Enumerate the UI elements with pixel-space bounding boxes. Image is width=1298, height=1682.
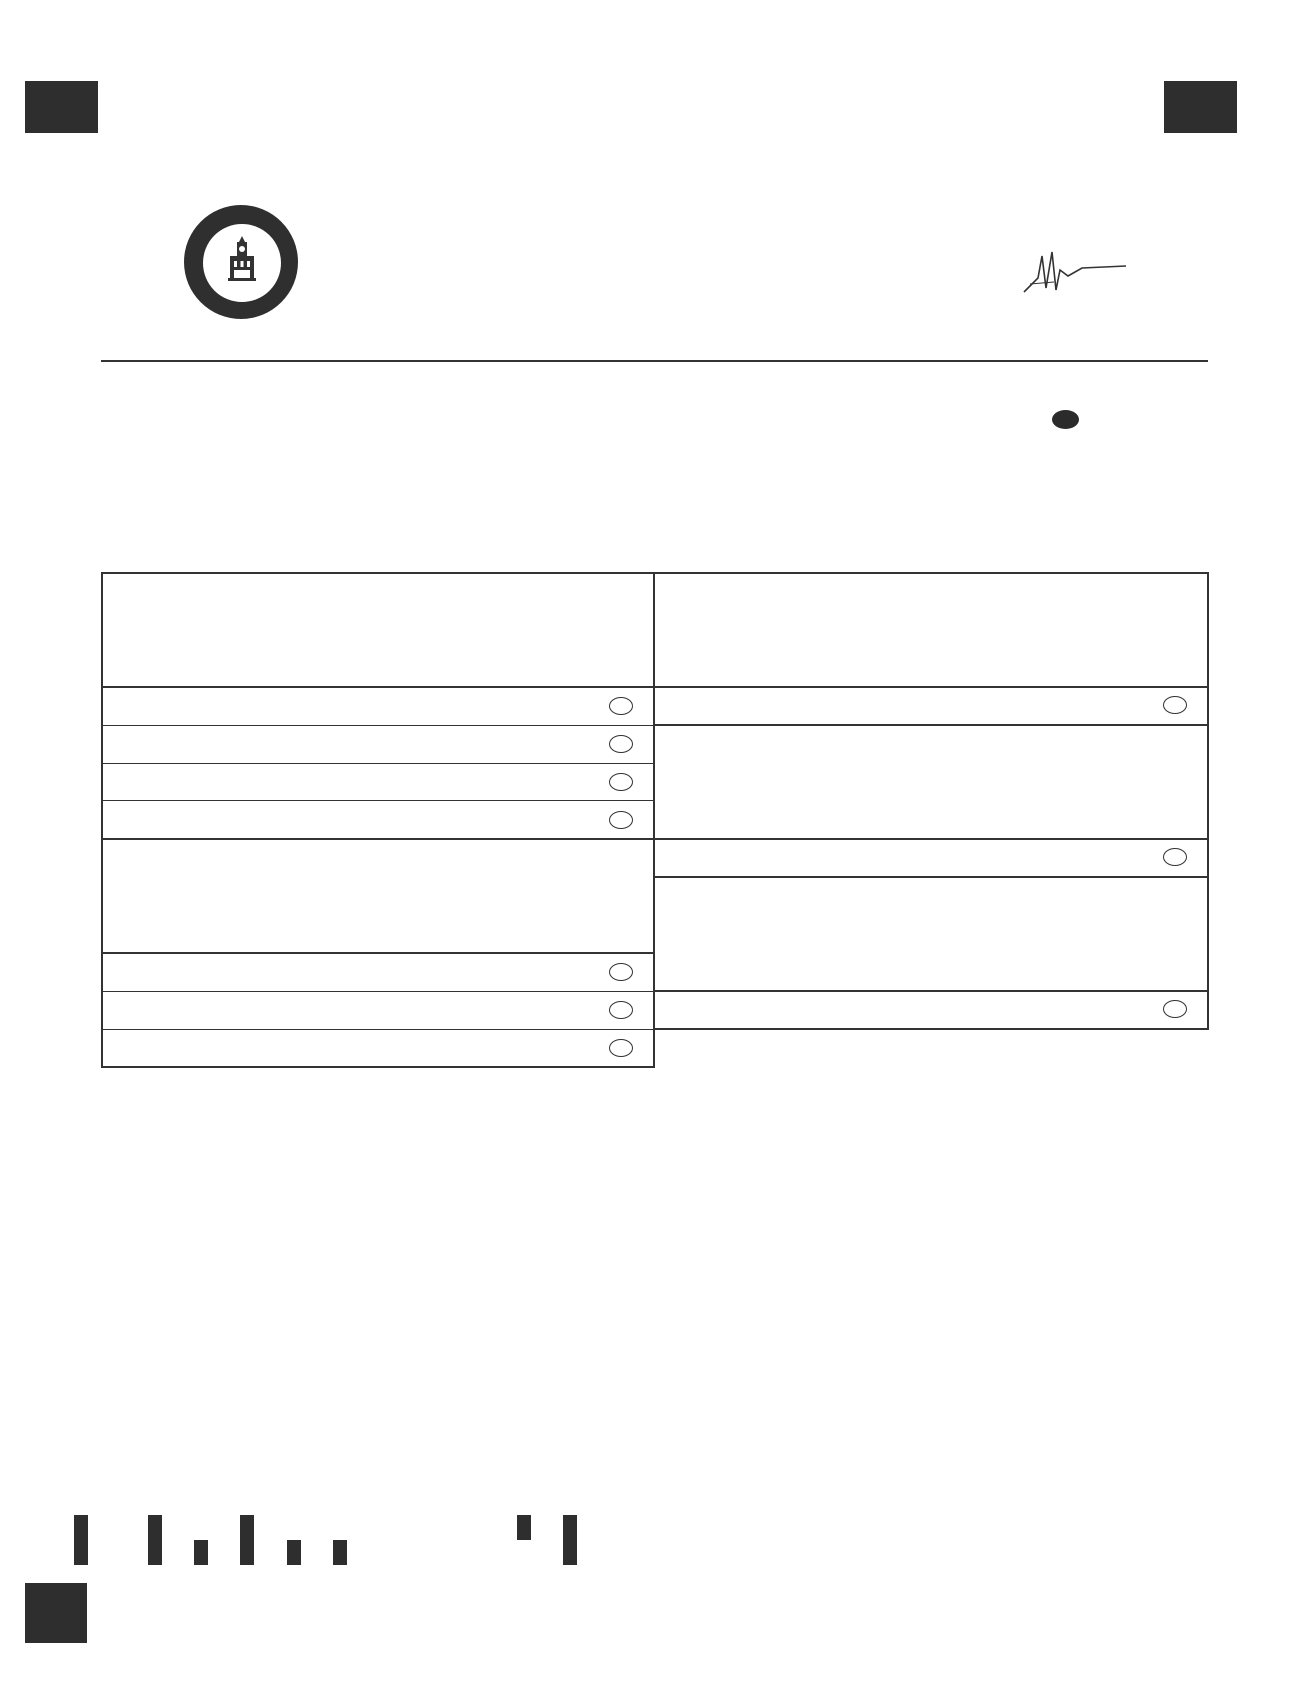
- vote-oval-housing-4yr-writein[interactable]: [1163, 848, 1187, 866]
- vote-oval-select-board-writein-2[interactable]: [609, 811, 633, 829]
- divider: [101, 686, 655, 688]
- divider: [653, 838, 1209, 840]
- vote-oval-school-writein-2[interactable]: [609, 1039, 633, 1057]
- filled-oval-example: [1052, 410, 1079, 429]
- library-trustee-section: [653, 572, 1209, 726]
- clerk-signature: [1020, 248, 1130, 300]
- vote-oval-delaney[interactable]: [609, 963, 633, 981]
- divider: [101, 1029, 655, 1030]
- divider: [101, 991, 655, 992]
- town-seal: [184, 205, 298, 319]
- divider: [653, 686, 1209, 688]
- divider: [101, 800, 655, 801]
- vote-oval-library-writein[interactable]: [1163, 696, 1187, 714]
- housing-authority-5yr-section: [653, 876, 1209, 1030]
- housing-authority-4yr-section: [653, 724, 1209, 878]
- vote-oval-housing-5yr-writein[interactable]: [1163, 1000, 1187, 1018]
- divider: [101, 763, 655, 764]
- divider: [101, 725, 655, 726]
- vote-oval-school-writein-1[interactable]: [609, 1001, 633, 1019]
- seal-ring-text: [184, 205, 298, 319]
- vote-oval-swanberg[interactable]: [609, 735, 633, 753]
- divider: [653, 990, 1209, 992]
- vote-oval-gavin[interactable]: [609, 697, 633, 715]
- header-divider: [101, 360, 1208, 362]
- divider: [101, 952, 655, 954]
- vote-oval-select-board-writein-1[interactable]: [609, 773, 633, 791]
